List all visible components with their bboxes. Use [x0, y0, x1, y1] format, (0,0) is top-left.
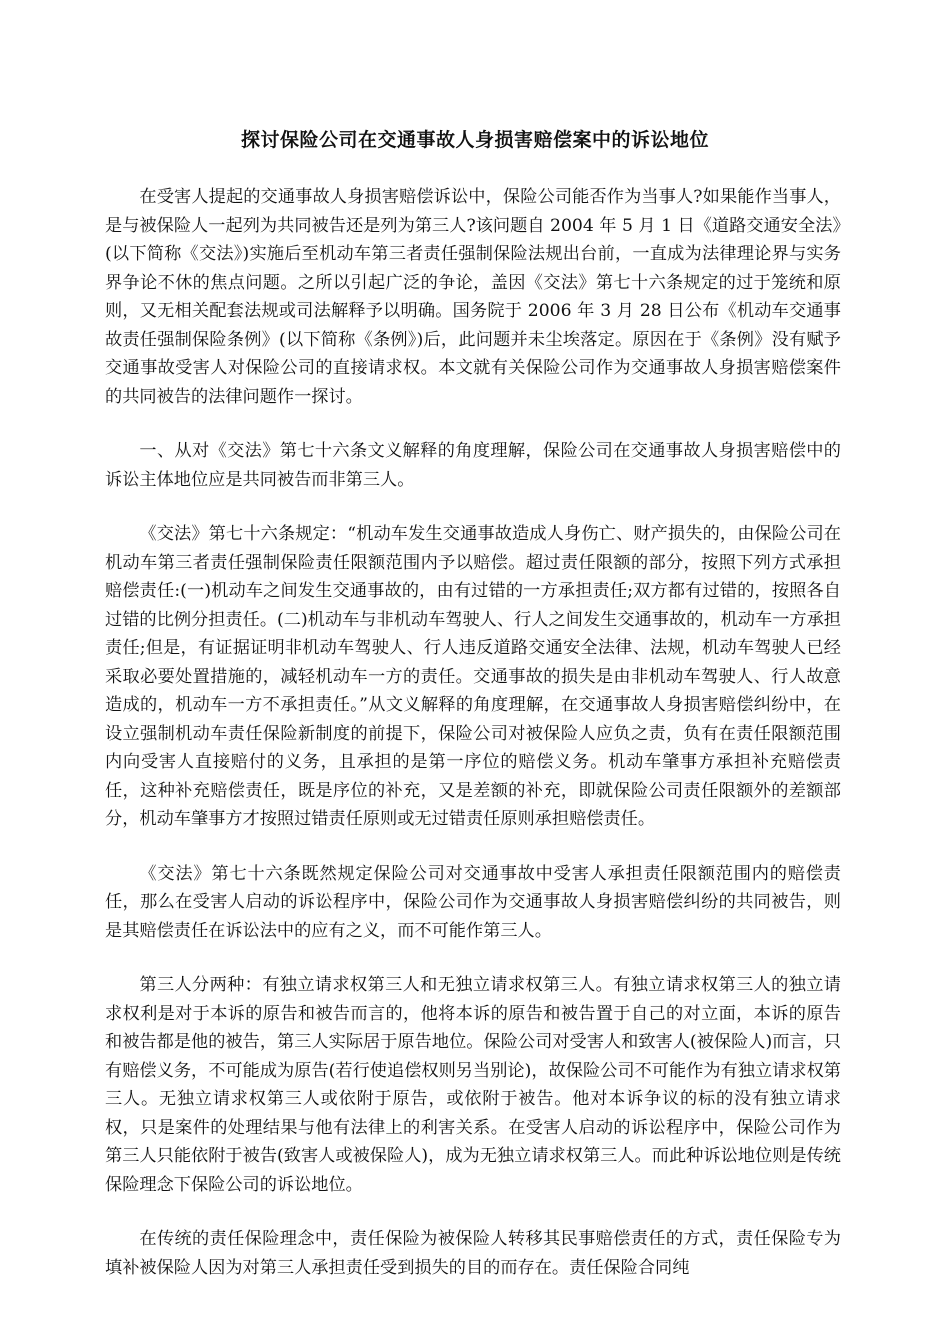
- paragraph-article-76-quote: 《交法》第七十六条规定：“机动车发生交通事故造成人身伤亡、财产损失的，由保险公司在机动车第三者责任强制保险责任限额范围内予以赔偿。超过责任限额的部分，按照下列方式承担赔偿责任:(一)机动车之间发生交通事故的，由有过错的一方承担责任;双方都有过错的，按照各自过错的比例分担责任。(二)机动车与非机动车驾驶人、行人之间发生交通事故的，机动车一方承担责任;但是，有证据证明非机动车驾驶人、行人违反道路交通安全法律、法规，机动车驾驶人已经采取必要处置措施的，减轻机动车一方的责任。交通事故的损失是由非机动车驾驶人、行人故意造成的，机动车一方不承担责任。”从文义解释的角度理解，在交通事故人身损害赔偿纠纷中，在设立强制机动车责任保险新制度的前提下，保险公司对被保险人应负之责，负有在责任限额范围内向受害人直接赔付的义务，且承担的是第一序位的赔偿义务。机动车肇事方承担补充赔偿责任，这种补充赔偿责任，既是序位的补充，又是差额的补充，即就保险公司责任限额外的差额部分，机动车肇事方才按照过错责任原则或无过错责任原则承担赔偿责任。: [105, 524, 841, 829]
- paragraph-section-one-heading: 一、从对《交法》第七十六条文义解释的角度理解，保险公司在交通事故人身损害赔偿中的诉讼主体地位应是共同被告而非第三人。: [105, 441, 841, 490]
- paragraph-co-defendant: 《交法》第七十六条既然规定保险公司对交通事故中受害人承担责任限额范围内的赔偿责任，那么在受害人启动的诉讼程序中，保险公司作为交通事故人身损害赔偿纠纷的共同被告，则是其赔偿责任在诉讼法中的应有之义，而不可能作第三人。: [105, 863, 841, 941]
- document-title: 探讨保险公司在交通事故人身损害赔偿案中的诉讼地位: [240, 129, 709, 151]
- document-body: [105, 183, 841, 1308]
- paragraph-intro: 在受害人提起的交通事故人身损害赔偿诉讼中，保险公司能否作为当事人?如果能作当事人，是与被保险人一起列为共同被告还是列为第三人?该问题自 2004 年 5 月 1 日《道路交通安全法》(以下简称《交法》)实施后至机动车第三者责任强制保险法规出台前，一直成为法律理论界与实务界争论不休的焦点问题。之所以引起广泛的争论，盖因《交法》第七十六条规定的过于笼统和原则，又无相关配套法规或司法解释予以明确。国务院于 2006 年 3 月 28 日公布《机动车交通事故责任强制保险条例》(以下简称《条例》)后，此问题并未尘埃落定。原因在于《条例》没有赋予交通事故受害人对保险公司的直接请求权。本文就有关保险公司作为交通事故人身损害赔偿案件的共同被告的法律问题作一探讨。: [105, 187, 841, 407]
- paragraph-traditional-liability: 在传统的责任保险理念中，责任保险为被保险人转移其民事赔偿责任的方式，责任保险专为填补被保险人因为对第三人承担责任受到损失的目的而存在。责任保险合同纯: [105, 1229, 841, 1278]
- paragraph-third-party-types: 第三人分两种：有独立请求权第三人和无独立请求权第三人。有独立请求权第三人的独立请求权利是对于本诉的原告和被告而言的，他将本诉的原告和被告置于自己的对立面，本诉的原告和被告都是他的被告，第三人实际居于原告地位。保险公司对受害人和致害人(被保险人)而言，只有赔偿义务，不可能成为原告(若行使追偿权则另当别论)，故保险公司不可能作为有独立请求权第三人。无独立请求权第三人或依附于原告，或依附于被告。他对本诉争议的标的没有独立请求权，只是案件的处理结果与他有法律上的利害关系。在受害人启动的诉讼程序中，保险公司作为第三人只能依附于被告(致害人或被保险人)，成为无独立请求权第三人。而此种诉讼地位则是传统保险理念下保险公司的诉讼地位。: [105, 975, 841, 1195]
